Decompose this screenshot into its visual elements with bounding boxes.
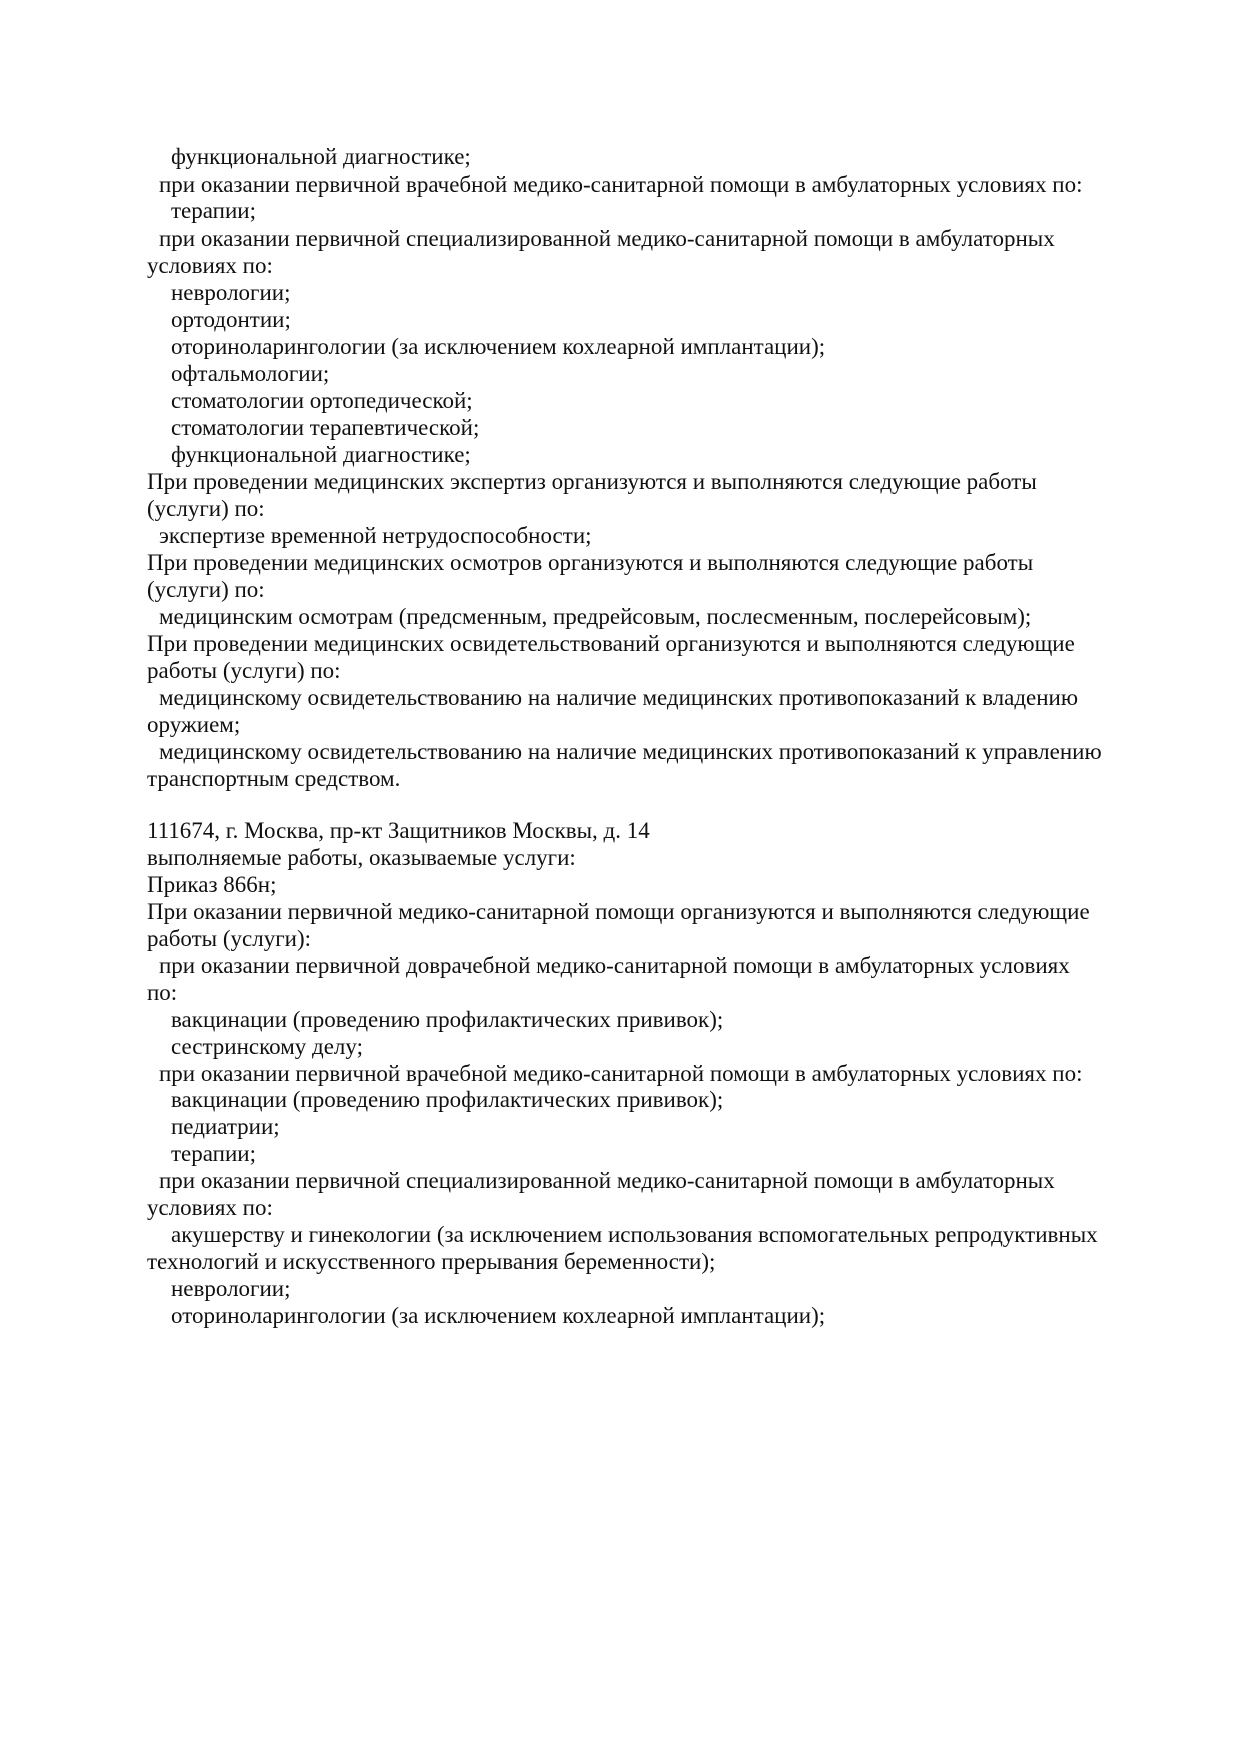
text-line: Приказ 866н; — [147, 872, 277, 897]
text-line: терапии; — [171, 1141, 256, 1166]
text-line: медицинским осмотрам (предсменным, предрейсовым, послесменным, послерейсовым); — [159, 604, 1032, 629]
text-line: по: — [147, 980, 178, 1005]
text-line: При проведении медицинских осмотров организуются и выполняются следующие работы — [147, 550, 1034, 575]
text-line: неврологии; — [171, 1276, 291, 1301]
text-line: ортодонтии; — [171, 307, 291, 332]
text-line: педиатрии; — [171, 1114, 280, 1139]
text-line: медицинскому освидетельствованию на наличие медицинских противопоказаний к управлению — [159, 739, 1102, 764]
text-line: При проведении медицинских экспертиз организуются и выполняются следующие работы — [147, 469, 1037, 494]
text-line: условиях по: — [147, 253, 273, 278]
text-line: (услуги) по: — [147, 496, 265, 521]
text-line: технологий и искусственного прерывания беременности); — [147, 1249, 716, 1274]
text-line: экспертизе временной нетрудоспособности; — [159, 523, 592, 548]
text-line: при оказании первичной специализированной медико-санитарной помощи в амбулаторных — [159, 1168, 1055, 1193]
text-line: функциональной диагностике; — [171, 442, 471, 467]
text-line: офтальмологии; — [171, 361, 330, 386]
text-line: при оказании первичной доврачебной медико-санитарной помощи в амбулаторных условиях — [159, 953, 1070, 978]
text-line: функциональной диагностике; — [171, 144, 471, 169]
text-line: неврологии; — [171, 280, 291, 305]
text-line: акушерству и гинекологии (за исключением использования вспомогательных репродуктивных — [171, 1222, 1098, 1247]
address-line: 111674, г. Москва, пр-кт Защитников Москвы, д. 14 — [147, 818, 650, 843]
text-line: оториноларингологии (за исключением кохлеарной имплантации); — [171, 1303, 826, 1328]
text-line: оружием; — [147, 712, 241, 737]
text-line: стоматологии ортопедической; — [171, 388, 473, 413]
text-line: При оказании первичной медико-санитарной помощи организуются и выполняются следующие — [147, 899, 1090, 924]
text-line: при оказании первичной специализированной медико-санитарной помощи в амбулаторных — [159, 226, 1055, 251]
text-line: (услуги) по: — [147, 577, 265, 602]
text-line: при оказании первичной врачебной медико-санитарной помощи в амбулаторных условиях по: — [159, 1061, 1083, 1086]
text-line: вакцинации (проведению профилактических прививок); — [171, 1007, 724, 1032]
text-line: работы (услуги): — [147, 926, 311, 951]
text-line: выполняемые работы, оказываемые услуги: — [147, 845, 576, 870]
text-line: вакцинации (проведению профилактических прививок); — [171, 1087, 724, 1112]
text-line: сестринскому делу; — [171, 1034, 363, 1059]
text-line: работы (услуги) по: — [147, 658, 341, 683]
text-line: стоматологии терапевтической; — [171, 415, 480, 440]
text-line: оториноларингологии (за исключением кохлеарной имплантации); — [171, 334, 826, 359]
text-line: транспортным средством. — [147, 766, 401, 791]
text-line: При проведении медицинских освидетельствований организуются и выполняются следующие — [147, 631, 1075, 656]
text-line: медицинскому освидетельствованию на наличие медицинских противопоказаний к владению — [159, 685, 1079, 710]
text-line: условиях по: — [147, 1195, 273, 1220]
text-line: терапии; — [171, 198, 256, 223]
text-line: при оказании первичной врачебной медико-санитарной помощи в амбулаторных условиях по: — [159, 172, 1083, 197]
